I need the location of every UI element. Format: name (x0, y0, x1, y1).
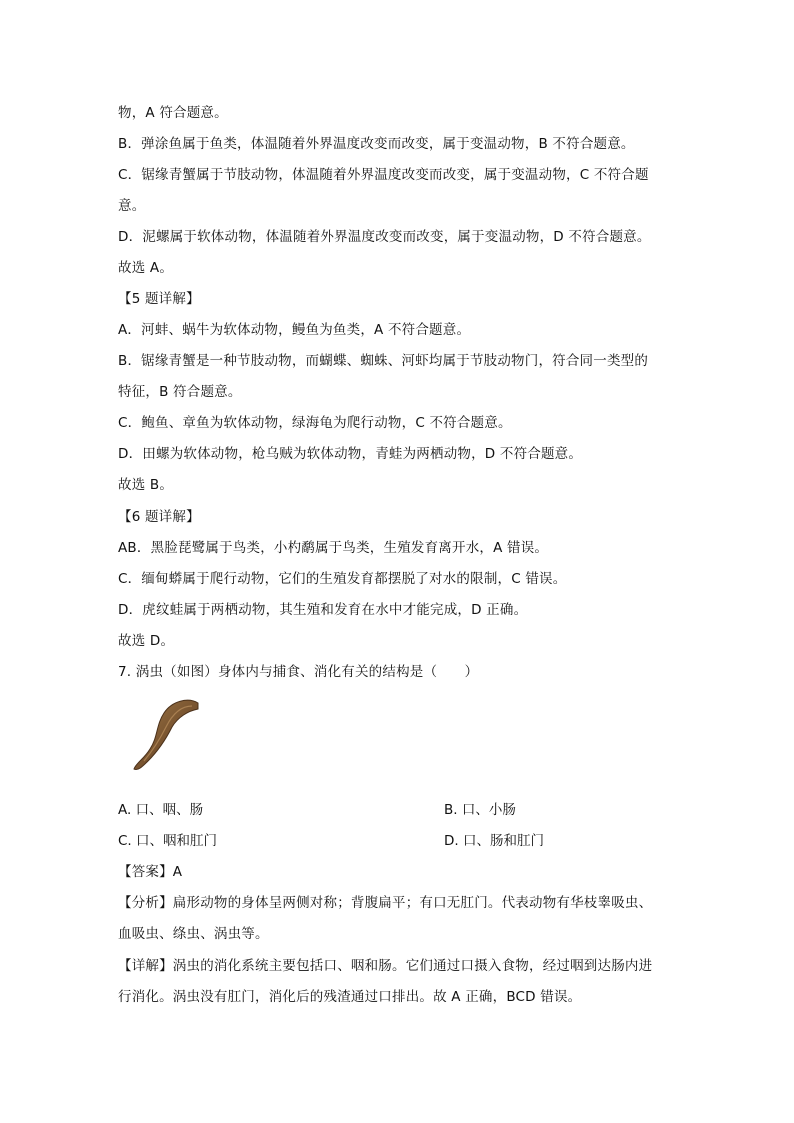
text-line: D．泥螺属于软体动物，体温随着外界温度改变而改变，属于变温动物，D 不符合题意。 (118, 229, 651, 245)
section-heading: 【6 题详解】 (118, 509, 200, 525)
explanation-line: 【详解】涡虫的消化系统主要包括口、咽和肠。它们通过口摄入食物，经过咽到达肠内进 (118, 958, 653, 974)
text-line: 意。 (118, 198, 146, 214)
text-line: 故选 B。 (118, 477, 174, 493)
option-b: B. 口、小肠 (444, 802, 516, 818)
answer-line: 【答案】A (118, 864, 183, 880)
text-line: 物，A 符合题意。 (118, 105, 228, 121)
text-line: B．锯缘青蟹是一种节肢动物，而蝴蝶、蜘蛛、河虾均属于节肢动物门，符合同一类型的 (118, 353, 649, 369)
analysis-line: 【分析】扁形动物的身体呈两侧对称；背腹扁平；有口无肛门。代表动物有华枝睾吸虫、 (118, 895, 653, 911)
option-d: D. 口、肠和肛门 (444, 833, 544, 849)
text-line: B．弹涂鱼属于鱼类，体温随着外界温度改变而改变，属于变温动物，B 不符合题意。 (118, 136, 635, 152)
text-line: D．虎纹蛙属于两栖动物，其生殖和发育在水中才能完成，D 正确。 (118, 602, 528, 618)
section-heading: 【5 题详解】 (118, 291, 200, 307)
text-line: AB．黑脸琵鹭属于鸟类，小杓鹬属于鸟类，生殖发育离开水，A 错误。 (118, 540, 549, 556)
explanation-line: 行消化。涡虫没有肛门，消化后的残渣通过口排出。故 A 正确，BCD 错误。 (118, 989, 582, 1005)
planarian-image (128, 697, 202, 775)
text-line: C．缅甸蟒属于爬行动物，它们的生殖发育都摆脱了对水的限制，C 错误。 (118, 571, 567, 587)
option-c: C. 口、咽和肛门 (118, 833, 218, 849)
text-line: D．田螺为软体动物，枪乌贼为软体动物，青蛙为两栖动物，D 不符合题意。 (118, 446, 583, 462)
text-line: C．鲍鱼、章鱼为软体动物，绿海龟为爬行动物，C 不符合题意。 (118, 415, 512, 431)
text-line: A．河蚌、蜗牛为软体动物，鳗鱼为鱼类，A 不符合题意。 (118, 322, 471, 338)
text-line: 故选 A。 (118, 260, 174, 276)
text-line: 特征，B 符合题意。 (118, 384, 242, 400)
question-stem: 7. 涡虫（如图）身体内与捕食、消化有关的结构是（ ） (118, 664, 479, 680)
option-a: A. 口、咽、肠 (118, 802, 204, 818)
analysis-line: 血吸虫、绦虫、涡虫等。 (118, 926, 269, 942)
text-line: C．锯缘青蟹属于节肢动物，体温随着外界温度改变而改变，属于变温动物，C 不符合题 (118, 167, 649, 183)
text-line: 故选 D。 (118, 633, 175, 649)
